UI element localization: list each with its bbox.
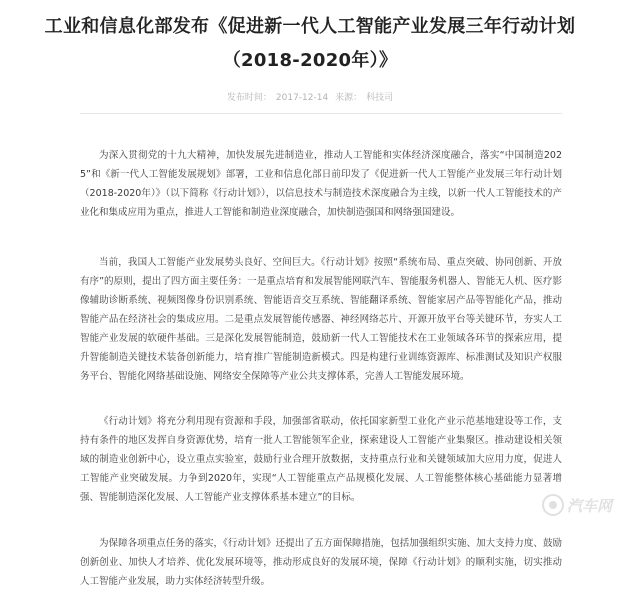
paragraph-goals: 《行动计划》将充分利用现有资源和手段，加强部省联动，依托国家新型工业化产业示范基地建设等工作，支持有条件的地区发挥自身资源优势，培育一批人工智能领军企业，探索建设人工智能产业集聚区。推动建设相关领域的制造业创新中心，设立重点实验室，鼓励行业合理开放数据，支持重点行业和关键领域加大应用力度，促进人工智能产业突破发展。力争到2020年，实现“人工智能重点产品规模化发展、人工智能整体核心基础能力显著增强、智能制造深化发展、人工智能产业支撑体系基本建立”的目标。: [80, 416, 562, 503]
source-label: 来源：: [335, 93, 363, 103]
publish-label: 发布时间：: [226, 93, 272, 103]
paragraph-intro: 为深入贯彻党的十九大精神，加快发展先进制造业，推动人工智能和实体经济深度融合，落实“中国制造2025”和《新一代人工智能发展规划》部署，工业和信息化部日前印发了《促进新一代人工智能产业发展三年行动计划（2018-2020年）》（以下简称《行动计划》），以信息技术与制造技术深度融合为主线，以新一代人工智能技术的产业化和集成应用为重点，推进人工智能和制造业深度融合，加快制造强国和网络强国建设。: [80, 150, 562, 218]
article-title: [10, 10, 610, 78]
publish-date: 2017-12-14: [275, 93, 329, 103]
article-body: [80, 146, 562, 614]
article-title-line1: 工业和信息化部发布《促进新一代人工智能产业发展三年行动计划: [44, 16, 576, 37]
brand-logo-icon: [542, 494, 564, 516]
source-name: 科技司: [366, 93, 394, 103]
divider: [80, 113, 562, 114]
article-title-line2: （2018-2020年）》: [222, 50, 398, 71]
watermark: [542, 494, 612, 516]
paragraph-measures: 为保障各项重点任务的落实，《行动计划》还提出了五方面保障措施，包括加强组织实施、加大支持力度、鼓励创新创业、加快人才培养、优化发展环境等，推动形成良好的发展环境，保障《行动计划》的顺利实施，切实推动人工智能产业发展，助力实体经济转型升级。: [80, 538, 562, 587]
paragraph-tasks: 当前，我国人工智能产业发展势头良好、空间巨大。《行动计划》按照“系统布局、重点突破、协同创新、开放有序”的原则，提出了四方面主要任务：一是重点培育和发展智能网联汽车、智能服务机器人、智能无人机、医疗影像辅助诊断系统、视频图像身份识别系统、智能语音交互系统、智能翻译系统、智能家居产品等智能化产品，推动智能产品在经济社会的集成应用。二是重点发展智能传感器、神经网络芯片、开源开放平台等关键环节，夯实人工智能产业发展的软硬件基础。三是深化发展智能制造，鼓励新一代人工智能技术在工业领域各环节的探索应用，提升智能制造关键技术装备创新能力，培育推广智能制造新模式。四是构建行业训练资源库、标准测试及知识产权服务平台、智能化网络基础设施、网络安全保障等产业公共支撑体系，完善人工智能发展环境。: [80, 257, 562, 382]
watermark-text: 汽车网: [566, 496, 612, 515]
article-meta: [0, 92, 620, 104]
